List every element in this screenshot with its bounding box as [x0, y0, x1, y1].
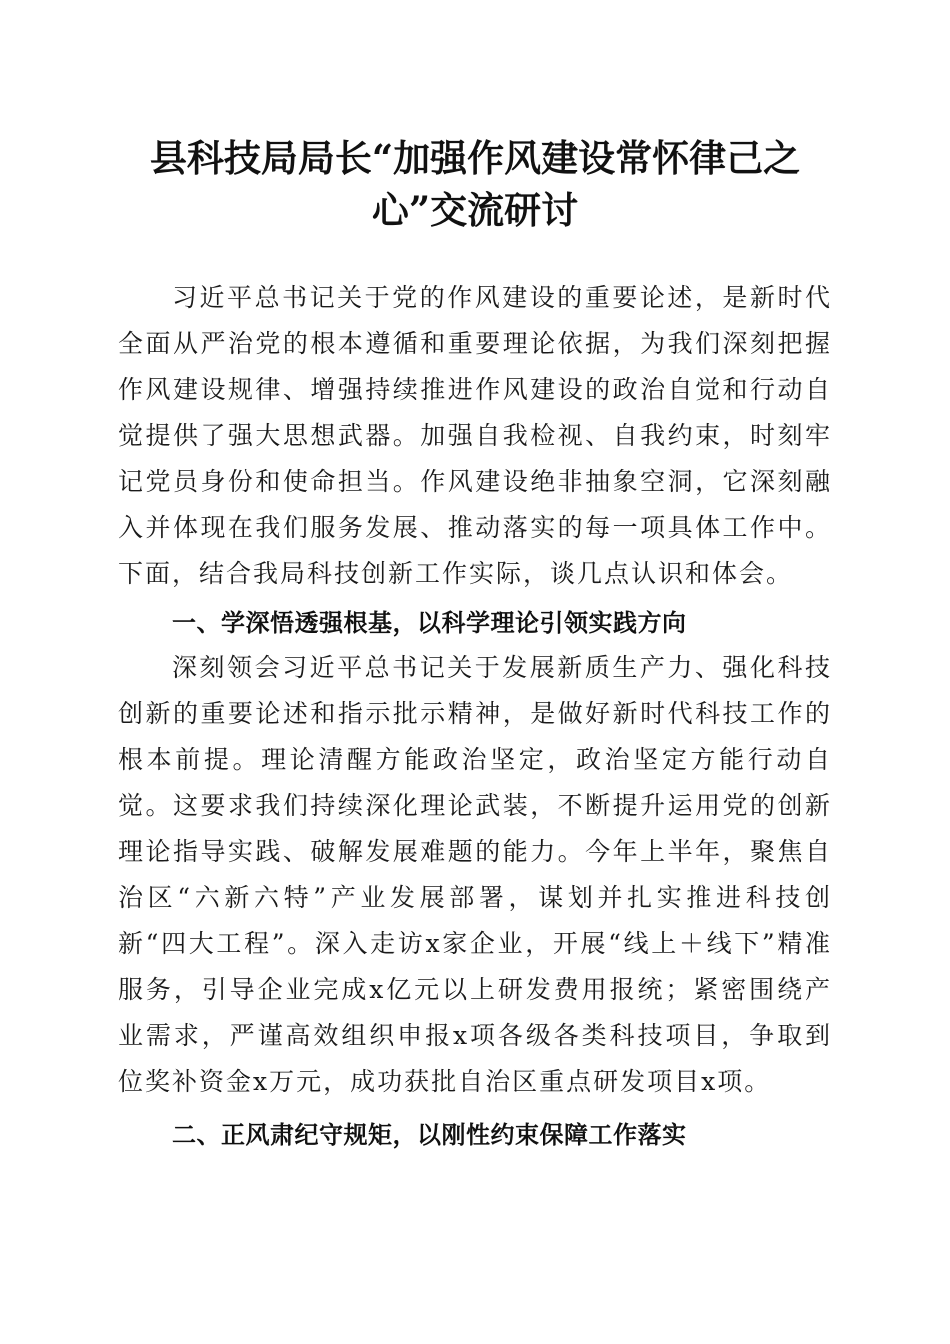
- section-1-paragraph: 深刻领会习近平总书记关于发展新质生产力、强化科技创新的重要论述和指示批示精神，是做好新时代科技工作的根本前提。理论清醒方能政治坚定，政治坚定方能行动自觉。这要求我们持续深化理论武装，不断提升运用党的创新理论指导实践、破解发展难题的能力。今年上半年，聚焦自治区“六新六特”产业发展部署，谋划并扎实推进科技创新“四大工程”。深入走访x家企业，开展“线上＋线下”精准服务，引导企业完成x亿元以上研发费用报统；紧密围绕产业需求，严谨高效组织申报x项各级各类科技项目，争取到位奖补资金x万元，成功获批自治区重点研发项目x项。: [118, 653, 832, 1096]
- document-title: [118, 132, 832, 236]
- intro-paragraph: 习近平总书记关于党的作风建设的重要论述，是新时代全面从严治党的根本遵循和重要理论依据，为我们深刻把握作风建设规律、增强持续推进作风建设的政治自觉和行动自觉提供了强大思想武器。加强自我检视、自我约束，时刻牢记党员身份和使命担当。作风建设绝非抽象空洞，它深刻融入并体现在我们服务发展、推动落实的每一项具体工作中。下面，结合我局科技创新工作实际，谈几点认识和体会。: [118, 283, 832, 588]
- title-line-2: 心”交流研讨: [371, 188, 579, 232]
- title-line-1: 县科技局局长“加强作风建设常怀律己之: [149, 136, 801, 180]
- document-body: [118, 275, 832, 1157]
- section-heading-1: 一、学深悟透强根基，以科学理论引领实践方向: [172, 609, 687, 637]
- section-heading-2: 二、正风肃纪守规矩，以刚性约束保障工作落实: [172, 1121, 687, 1149]
